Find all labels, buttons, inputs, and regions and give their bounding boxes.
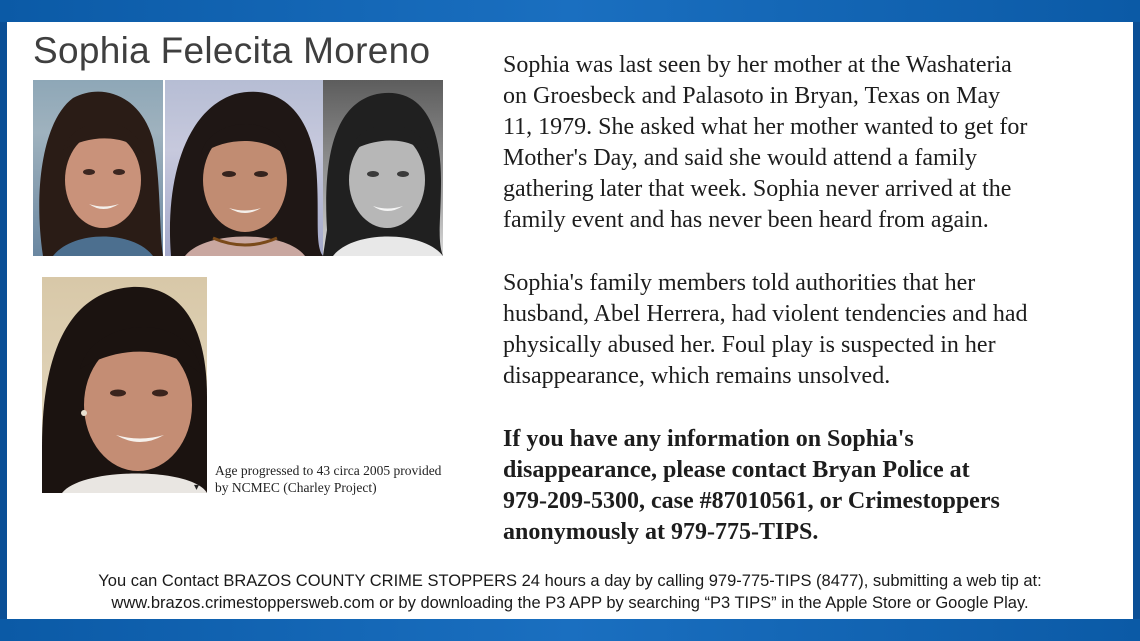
text-line: If you have any information on Sophia's (503, 426, 914, 452)
paragraph-contact-info (503, 424, 1113, 548)
portrait-photo-2-icon (165, 80, 323, 256)
portrait-photo-3-icon (323, 80, 443, 256)
text-line: husband, Abel Herrera, had violent tendencies and had (503, 301, 1028, 327)
age-progressed-photo (42, 277, 207, 493)
portrait-photo-1-icon (33, 80, 163, 256)
missing-person-card (7, 22, 1133, 619)
footer-line-1: You can Contact BRAZOS COUNTY CRIME STOPPERS 24 hours a day by calling 979-775-TIPS (8477), submitting a web tip at: (98, 572, 1042, 590)
text-line: Sophia's family members told authorities that her (503, 270, 976, 296)
text-line: Mother's Day, and said she would attend a family (503, 145, 977, 171)
caption-line-2: by NCMEC (Charley Project) (215, 480, 377, 495)
caption-line-1: Age progressed to 43 circa 2005 provided (215, 463, 442, 478)
footer-line-2: www.brazos.crimestoppersweb.com or by downloading the P3 APP by searching “P3 TIPS” in the Apple Store or Google Play. (111, 594, 1029, 612)
top-frame-bar (0, 0, 1140, 22)
age-progressed-photo-icon (42, 277, 207, 493)
bullet-icon: ▾ (194, 482, 200, 493)
text-line: physically abused her. Foul play is suspected in her (503, 332, 996, 358)
text-line: gathering later that week. Sophia never arrived at the (503, 176, 1012, 202)
text-line: Sophia was last seen by her mother at the Washateria (503, 52, 1012, 78)
text-line: anonymously at 979-775-TIPS. (503, 519, 819, 545)
portrait-photo-1 (33, 80, 163, 256)
portrait-photo-2 (165, 80, 323, 256)
portrait-photo-3 (323, 80, 443, 256)
text-line: 979-209-5300, case #87010561, or Crimestoppers (503, 488, 1000, 514)
paragraph-last-seen (503, 50, 1113, 236)
text-line: disappearance, which remains unsolved. (503, 363, 891, 389)
bottom-frame-bar (0, 619, 1140, 641)
text-line: on Groesbeck and Palasoto in Bryan, Texas on May (503, 83, 1001, 109)
text-line: 11, 1979. She asked what her mother wanted to get for (503, 114, 1028, 140)
page-title: Sophia Felecita Moreno (33, 30, 431, 71)
text-line: disappearance, please contact Bryan Police at (503, 457, 970, 483)
paragraph-family-statement (503, 268, 1113, 392)
footer-notice (7, 570, 1133, 614)
photo-caption (194, 462, 481, 496)
text-line: family event and has never been heard from again. (503, 207, 989, 233)
